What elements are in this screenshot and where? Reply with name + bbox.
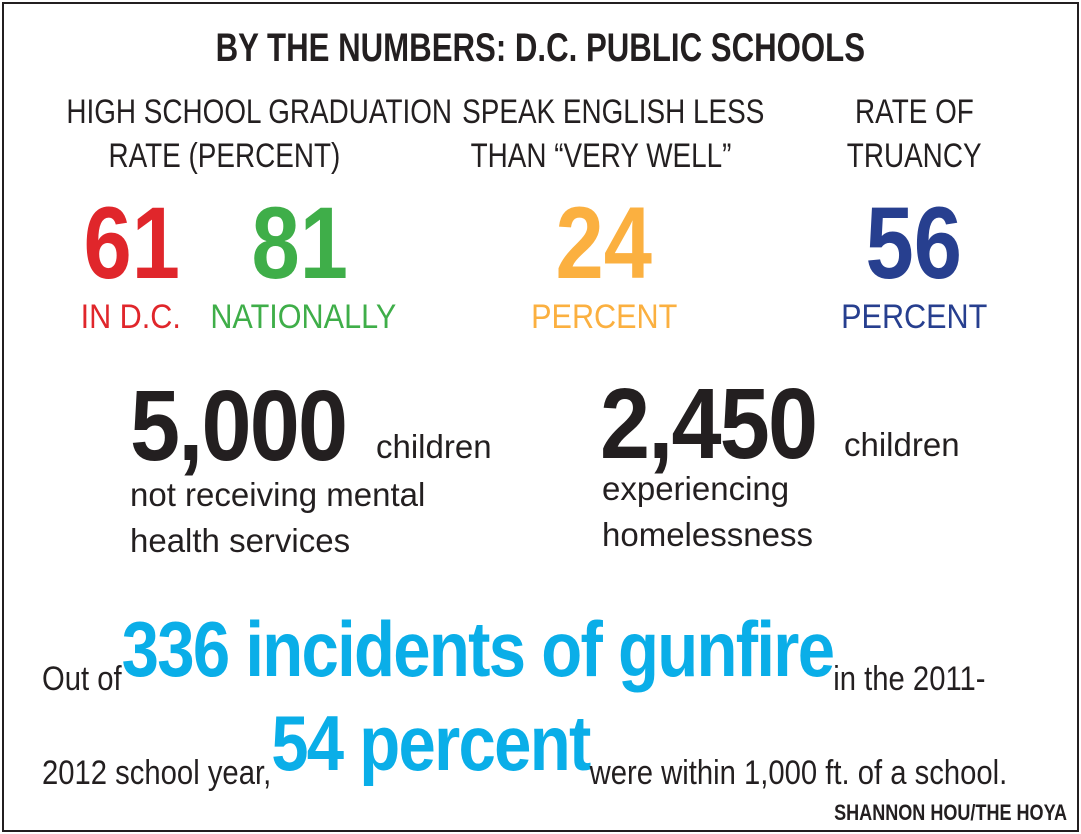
title-text: BY THE NUMBERS: D.C. PUBLIC SCHOOLS [215, 26, 866, 70]
graduation-header-line2: RATE (PERCENT) [108, 137, 340, 175]
dc-graduation-value [74, 186, 189, 300]
mental-health-line3: health services [130, 522, 351, 559]
truancy-header-line2: TRUANCY [846, 137, 982, 175]
english-number: 24 [555, 186, 653, 300]
gunfire-line-1 [42, 605, 1079, 698]
infographic-title [4, 26, 1077, 71]
gunfire-prefix: Out of [42, 660, 122, 698]
national-graduation-label [192, 300, 414, 334]
gunfire-line-2 [42, 699, 1079, 792]
english-label-text: PERCENT [530, 298, 678, 336]
gunfire-incidents-highlight: 336 incidents of gunfire [121, 605, 834, 693]
truancy-header [799, 90, 1029, 178]
national-graduation-value [242, 186, 357, 300]
english-label [494, 300, 714, 334]
english-header-line2: THAN “VERY WELL” [471, 137, 732, 175]
gunfire-suffix: were within 1,000 ft. of a school. [589, 754, 1008, 792]
national-graduation-number: 81 [251, 186, 348, 300]
mental-health-line2: not receiving mental [130, 476, 426, 513]
english-header-line1: SPEAK ENGLISH LESS [462, 93, 765, 131]
homelessness-number: 2,450 [600, 368, 817, 480]
english-header [429, 90, 774, 178]
graduation-header [24, 90, 453, 178]
gunfire-mid-2: 2012 school year, [42, 754, 272, 792]
graduation-header-line1: HIGH SCHOOL GRADUATION [66, 93, 453, 131]
truancy-label [804, 300, 1024, 334]
truancy-number: 56 [865, 186, 963, 300]
gunfire-percent-highlight: 54 percent [271, 699, 590, 787]
homelessness-suffix: children [844, 426, 960, 463]
credit-text: SHANNON HOU/THE HOYA [834, 800, 1067, 825]
dc-graduation-number: 61 [83, 186, 180, 300]
dc-graduation-label [56, 300, 206, 334]
homelessness-line3: homelessness [602, 516, 813, 553]
mental-health-number: 5,000 [130, 370, 347, 482]
infographic-frame [2, 2, 1079, 832]
truancy-header-line1: RATE OF [854, 93, 974, 131]
truancy-label-text: PERCENT [840, 298, 988, 336]
mental-health-suffix: children [376, 428, 492, 465]
homelessness-value [600, 368, 840, 480]
photo-credit [783, 800, 1067, 826]
dc-graduation-label-text: IN D.C. [80, 298, 182, 336]
english-value [534, 186, 674, 300]
national-graduation-label-text: NATIONALLY [210, 298, 396, 336]
mental-health-value [130, 370, 370, 482]
gunfire-mid-1: in the 2011- [833, 660, 986, 698]
truancy-value [844, 186, 984, 300]
homelessness-line2: experiencing [602, 470, 790, 507]
